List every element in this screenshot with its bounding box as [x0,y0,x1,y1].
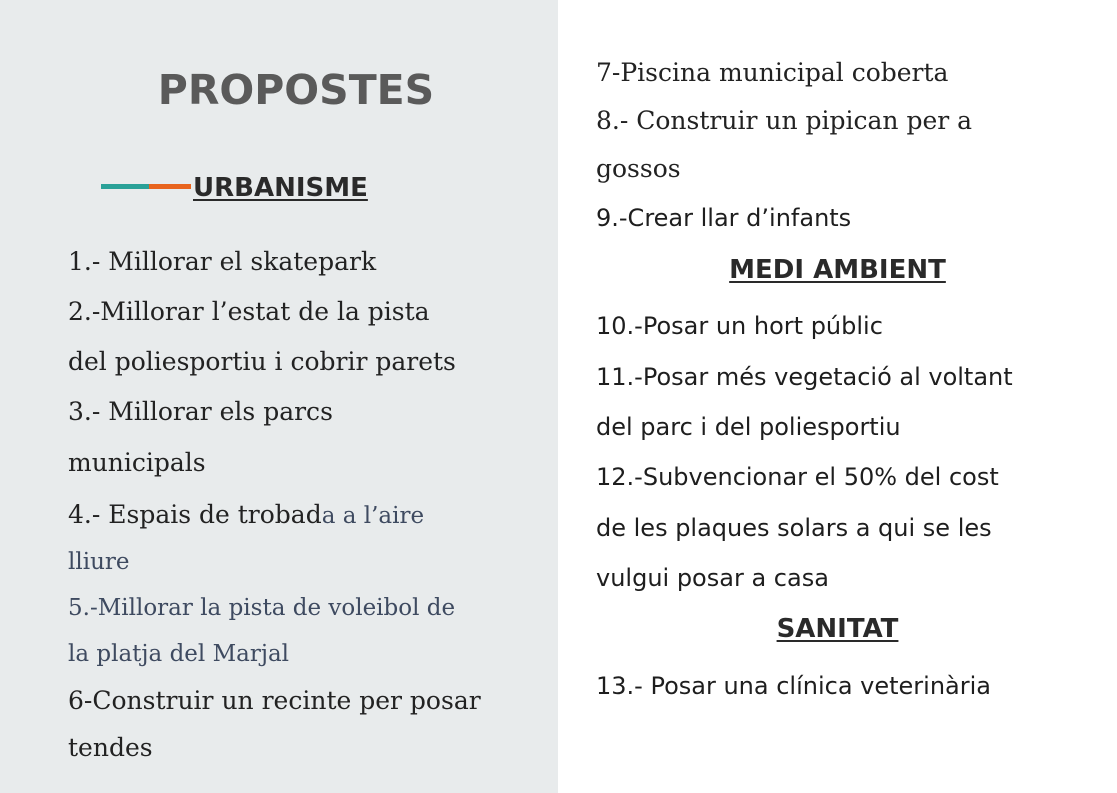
proposal-item-11-line-1: 11.-Posar més vegetació al voltant [596,363,1013,391]
proposal-item-2-line-2: del poliesportiu i cobrir parets [68,347,456,376]
proposal-item-4-line-1 [68,500,424,529]
proposal-item-5-line-1: 5.-Millorar la pista de voleibol de [68,595,456,621]
section-heading-urbanisme: URBANISME [193,173,368,203]
proposal-item-2-line-1: 2.-Millorar l’estat de la pista [68,297,430,326]
proposal-item-12-line-1: 12.-Subvencionar el 50% del cost [596,463,999,491]
page-title: PROPOSTES [157,66,435,114]
proposal-item-4-tail: a a l’aire [321,503,425,529]
proposal-item-1: 1.- Millorar el skatepark [68,247,377,276]
proposal-item-12-line-2: de les plaques solars a qui se les [596,514,992,542]
section-heading-sanitat [558,614,1117,644]
proposal-item-4-main: 4.- Espais de trobad [68,500,322,529]
section-heading-medi-ambient-label: MEDI AMBIENT [729,255,946,285]
proposal-item-9: 9.-Crear llar d’infants [596,204,852,232]
proposal-item-3-line-2: municipals [68,448,206,477]
proposal-item-8-line-2: gossos [596,154,681,183]
proposal-item-6-line-2: tendes [68,733,153,762]
proposal-item-10: 10.-Posar un hort públic [596,312,883,340]
proposal-item-8-line-1: 8.- Construir un pipican per a [596,106,973,135]
proposal-item-13: 13.- Posar una clínica veterinària [596,672,992,700]
proposal-item-3-line-1: 3.- Millorar els parcs [68,397,333,426]
proposal-item-4-line-2: lliure [68,549,130,575]
accent-bar-teal [101,184,149,189]
proposal-item-6-line-1: 6-Construir un recinte per posar [68,686,481,715]
proposal-item-12-line-3: vulgui posar a casa [596,564,829,592]
section-heading-sanitat-label: SANITAT [776,614,899,644]
section-heading-medi-ambient [558,255,1117,285]
proposal-item-7: 7-Piscina municipal coberta [596,58,949,87]
proposal-item-5-line-2: la platja del Marjal [68,641,290,667]
proposal-item-11-line-2: del parc i del poliesportiu [596,413,901,441]
accent-bar-orange [149,184,191,189]
